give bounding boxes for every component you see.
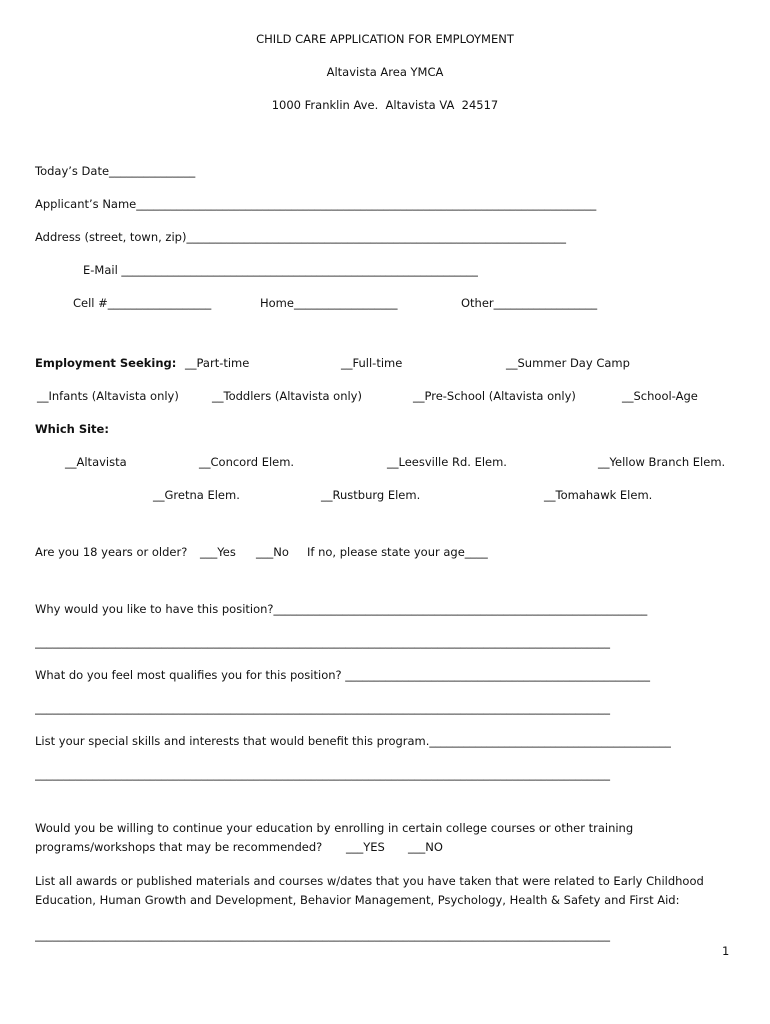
awards-answer-line[interactable]: ____________________________________________________________________________________________________ bbox=[35, 929, 610, 942]
organization-address: 1000 Franklin Ave. Altavista VA 24517 bbox=[271, 98, 499, 112]
email-field[interactable]: E-Mail ______________________________________________________________ bbox=[83, 264, 478, 277]
site-concord-option[interactable]: __Concord Elem. bbox=[199, 455, 295, 469]
why-position-field[interactable]: Why would you like to have this position?_________________________________________________________________ bbox=[35, 603, 648, 616]
qualifies-field[interactable]: What do you feel most qualifies you for this position? _____________________________________________________ bbox=[35, 669, 651, 682]
age-no-option[interactable]: ___No bbox=[256, 545, 289, 559]
qualifies-answer-line[interactable]: ____________________________________________________________________________________________________ bbox=[35, 702, 610, 715]
site-leesville-option[interactable]: __Leesville Rd. Elem. bbox=[387, 455, 507, 469]
employment-seeking-label: Employment Seeking: bbox=[35, 356, 177, 370]
site-tomahawk-option[interactable]: __Tomahawk Elem. bbox=[544, 488, 653, 502]
page-number: 1 bbox=[722, 944, 730, 958]
skills-answer-line[interactable]: ____________________________________________________________________________________________________ bbox=[35, 768, 610, 781]
education-question-line2: programs/workshops that may be recommended? bbox=[35, 840, 323, 854]
education-question-line1: Would you be willing to continue your education by enrolling in certain college courses or other training bbox=[35, 821, 634, 835]
site-gretna-option[interactable]: __Gretna Elem. bbox=[153, 488, 240, 502]
applicant-name-field[interactable]: Applicant’s Name________________________________________________________________________________ bbox=[35, 198, 597, 211]
which-site-label: Which Site: bbox=[35, 422, 109, 436]
form-title: CHILD CARE APPLICATION FOR EMPLOYMENT bbox=[256, 32, 514, 46]
summer-day-camp-option[interactable]: __Summer Day Camp bbox=[506, 356, 630, 370]
why-position-answer-line[interactable]: ____________________________________________________________________________________________________ bbox=[35, 636, 610, 649]
awards-question-line1: List all awards or published materials and courses w/dates that you have taken that were related to Early Childhood bbox=[35, 874, 704, 888]
preschool-option[interactable]: __Pre-School (Altavista only) bbox=[413, 389, 576, 403]
other-phone-field[interactable]: Other__________________ bbox=[461, 296, 598, 310]
home-phone-field[interactable]: Home__________________ bbox=[260, 296, 398, 310]
age-question: Are you 18 years or older? bbox=[35, 545, 188, 559]
school-age-option[interactable]: __School-Age bbox=[622, 389, 698, 403]
skills-field[interactable]: List your special skills and interests that would benefit this program.__________________________________________ bbox=[35, 735, 671, 748]
organization-name: Altavista Area YMCA bbox=[326, 65, 444, 79]
toddlers-option[interactable]: __Toddlers (Altavista only) bbox=[212, 389, 362, 403]
site-altavista-option[interactable]: __Altavista bbox=[65, 455, 127, 469]
education-yes-option[interactable]: ___YES bbox=[346, 840, 385, 854]
address-field[interactable]: Address (street, town, zip)__________________________________________________________________ bbox=[35, 231, 566, 244]
todays-date-field[interactable]: Today’s Date_______________ bbox=[35, 164, 196, 178]
part-time-option[interactable]: __Part-time bbox=[185, 356, 250, 370]
infants-option[interactable]: __Infants (Altavista only) bbox=[37, 389, 179, 403]
age-yes-option[interactable]: ___Yes bbox=[200, 545, 236, 559]
age-followup-field[interactable]: If no, please state your age____ bbox=[307, 545, 488, 559]
site-rustburg-option[interactable]: __Rustburg Elem. bbox=[321, 488, 421, 502]
site-yellow-branch-option[interactable]: __Yellow Branch Elem. bbox=[598, 455, 726, 469]
awards-question-line2: Education, Human Growth and Development, Behavior Management, Psychology, Health & Safety and First Aid: bbox=[35, 893, 680, 907]
full-time-option[interactable]: __Full-time bbox=[341, 356, 403, 370]
cell-phone-field[interactable]: Cell #__________________ bbox=[73, 296, 212, 310]
education-no-option[interactable]: ___NO bbox=[408, 840, 443, 854]
